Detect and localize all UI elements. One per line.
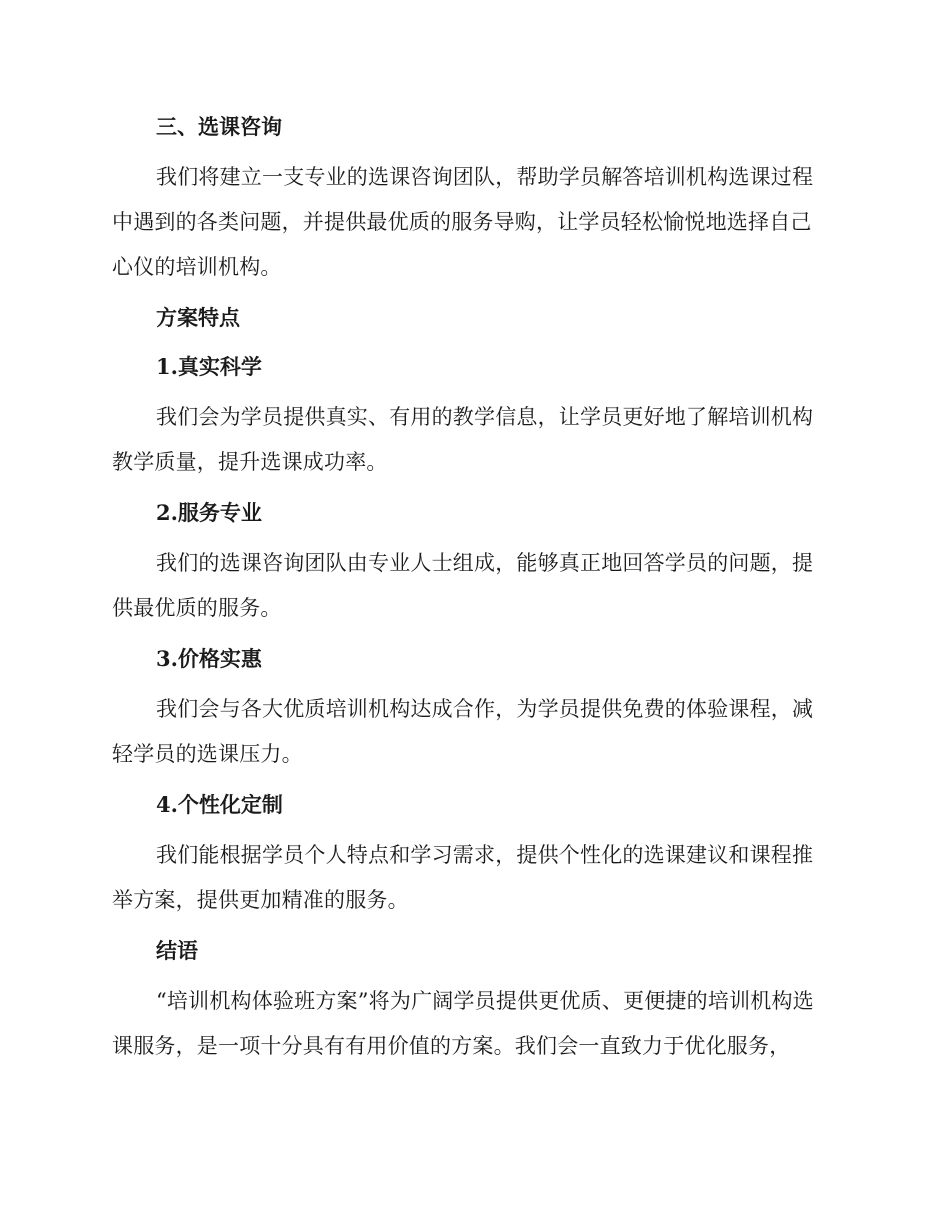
paragraph-personalized-advice (112, 833, 832, 923)
text-line: 我们将建立一支专业的选课咨询团队，帮助学员解答培训机构选课过程 (156, 165, 814, 189)
subheading-affordable-price: 3.价格实惠 (156, 646, 262, 671)
paragraph-authentic-info (112, 395, 832, 485)
text-line: 举方案，提供更加精准的服务。 (112, 888, 409, 912)
subheading-professional-service: 2.服务专业 (156, 500, 262, 525)
document-body (112, 106, 832, 1076)
text-line: 供最优质的服务。 (112, 596, 282, 620)
text-line: 心仪的培训机构。 (112, 255, 282, 279)
paragraph-conclusion (112, 979, 832, 1069)
section-heading-course-consulting: 三、选课咨询 (156, 114, 282, 139)
text-line: 轻学员的选课压力。 (112, 742, 303, 766)
text-line: 我们的选课咨询团队由专业人士组成，能够真正地回答学员的问题，提 (156, 551, 814, 575)
text-line: 我们能根据学员个人特点和学习需求，提供个性化的选课建议和课程推 (156, 843, 814, 867)
subheading-authentic-scientific: 1.真实科学 (156, 354, 262, 379)
paragraph-professional-team (112, 541, 832, 631)
text-line: 我们会为学员提供真实、有用的教学信息，让学员更好地了解培训机构 (156, 405, 814, 429)
subheading-personalization: 4.个性化定制 (156, 792, 283, 817)
paragraph-consulting-team (112, 155, 832, 290)
text-line: 教学质量，提升选课成功率。 (112, 450, 388, 474)
paragraph-free-trial (112, 687, 832, 777)
text-line: 选课服务，是一项十分具有有用价值的方案。我们会一直致力于优化服务， (112, 989, 814, 1058)
section-heading-conclusion: 结语 (156, 938, 198, 963)
section-heading-plan-features: 方案特点 (156, 305, 240, 330)
text-line: 我们会与各大优质培训机构达成合作，为学员提供免费的体验课程，减 (156, 697, 814, 721)
text-line: “培训机构体验班方案”将为广阔学员提供更优质、更便捷的培训机构 (156, 989, 793, 1013)
text-line: 中遇到的各类问题，并提供最优质的服务导购，让学员轻松愉悦地选择自己 (112, 210, 812, 234)
